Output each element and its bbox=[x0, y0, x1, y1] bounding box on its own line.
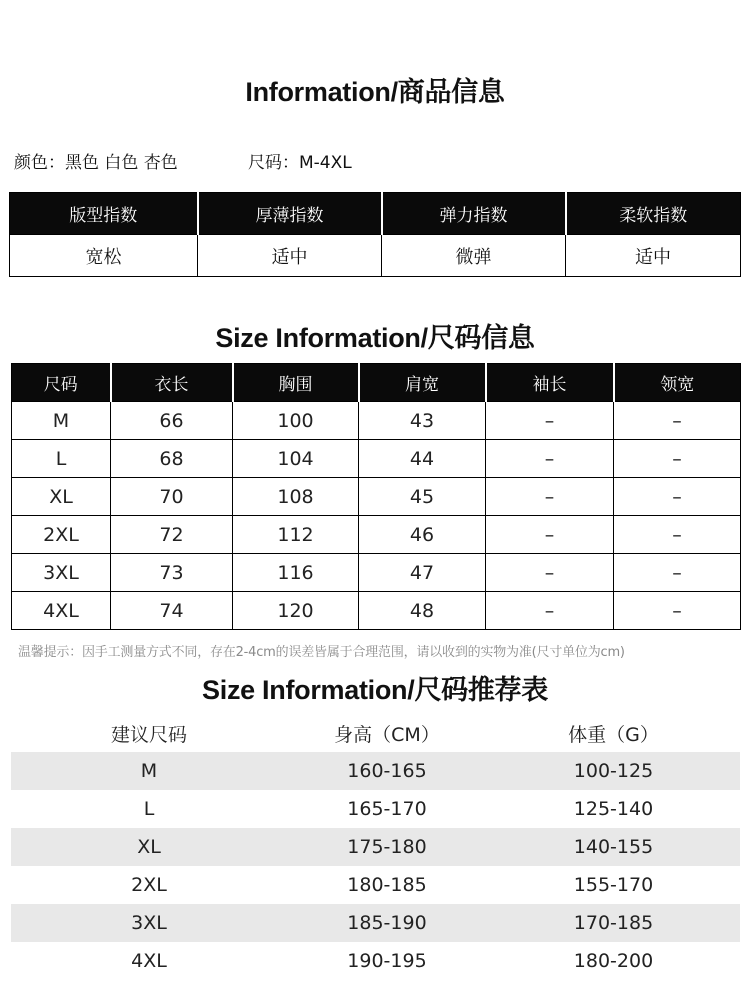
cell-sleeve: – bbox=[486, 592, 614, 630]
cell-length: 68 bbox=[111, 440, 233, 478]
cell-sleeve: – bbox=[486, 478, 614, 516]
cell-sleeve: – bbox=[486, 402, 614, 440]
header-chest: 胸围 bbox=[233, 364, 359, 402]
header-weight: 体重（G） bbox=[487, 714, 740, 752]
table-row bbox=[12, 554, 741, 592]
cell-size: L bbox=[143, 798, 155, 820]
size-recommendation-table bbox=[11, 714, 740, 980]
cell-size: M bbox=[12, 402, 111, 440]
table-row bbox=[10, 235, 741, 277]
cell-length: 72 bbox=[111, 516, 233, 554]
table-row bbox=[12, 478, 741, 516]
cell-chest: 112 bbox=[233, 516, 359, 554]
header-shoulder: 肩宽 bbox=[359, 364, 486, 402]
cell-height: 165-170 bbox=[347, 798, 427, 820]
header-length: 衣长 bbox=[111, 364, 233, 402]
cell-length: 74 bbox=[111, 592, 233, 630]
cell-weight: 155-170 bbox=[573, 874, 654, 896]
cell-shoulder: 43 bbox=[359, 402, 486, 440]
cell-size: XL bbox=[11, 828, 287, 866]
section-title-size-recommendation: Size Information/尺码推荐表 bbox=[202, 675, 548, 705]
value-softness: 适中 bbox=[566, 235, 741, 277]
size-information-table bbox=[11, 363, 741, 630]
size-range-label: 尺码：M-4XL bbox=[248, 153, 352, 173]
cell-sleeve: – bbox=[486, 554, 614, 592]
header-fit-index: 版型指数 bbox=[10, 193, 198, 235]
cell-weight: 100-125 bbox=[487, 752, 740, 790]
cell-weight: 125-140 bbox=[573, 798, 654, 820]
section-title-size-information: Size Information/尺码信息 bbox=[215, 323, 535, 353]
table-row bbox=[11, 790, 740, 828]
table-header-row bbox=[10, 193, 741, 235]
section-title-information: Information/商品信息 bbox=[245, 77, 505, 107]
cell-chest: 116 bbox=[233, 554, 359, 592]
table-row bbox=[12, 402, 741, 440]
cell-collar: – bbox=[614, 554, 741, 592]
cell-size: 2XL bbox=[131, 874, 167, 896]
cell-sleeve: – bbox=[486, 516, 614, 554]
header-height: 身高（CM） bbox=[287, 714, 487, 752]
header-thickness-index: 厚薄指数 bbox=[198, 193, 382, 235]
cell-collar: – bbox=[614, 478, 741, 516]
header-elasticity-index: 弹力指数 bbox=[382, 193, 566, 235]
table-row bbox=[11, 828, 740, 866]
header-softness-index: 柔软指数 bbox=[566, 193, 741, 235]
cell-sleeve: – bbox=[486, 440, 614, 478]
cell-collar: – bbox=[614, 402, 741, 440]
table-row bbox=[11, 752, 740, 790]
value-fit: 宽松 bbox=[10, 235, 198, 277]
cell-height: 160-165 bbox=[287, 752, 487, 790]
table-header-row bbox=[11, 714, 740, 752]
header-sleeve: 袖长 bbox=[486, 364, 614, 402]
cell-length: 66 bbox=[111, 402, 233, 440]
color-options-label: 颜色：黑色 白色 杏色 bbox=[14, 153, 178, 173]
table-row bbox=[12, 592, 741, 630]
cell-length: 73 bbox=[111, 554, 233, 592]
header-size: 尺码 bbox=[12, 364, 111, 402]
cell-height: 180-185 bbox=[347, 874, 427, 896]
cell-shoulder: 44 bbox=[359, 440, 486, 478]
cell-size: XL bbox=[12, 478, 111, 516]
cell-size: 4XL bbox=[12, 592, 111, 630]
table-header-row bbox=[12, 364, 741, 402]
cell-height: 190-195 bbox=[347, 950, 427, 972]
cell-collar: – bbox=[614, 440, 741, 478]
table-row bbox=[11, 942, 740, 980]
cell-collar: – bbox=[614, 592, 741, 630]
cell-weight: 140-155 bbox=[487, 828, 740, 866]
table-row bbox=[11, 866, 740, 904]
measurement-note: 温馨提示：因手工测量方式不同，存在2-4cm的误差皆属于合理范围，请以收到的实物为准(尺寸单位为cm) bbox=[18, 645, 625, 660]
cell-size: 2XL bbox=[12, 516, 111, 554]
cell-shoulder: 48 bbox=[359, 592, 486, 630]
header-recommended-size: 建议尺码 bbox=[11, 714, 287, 752]
value-elasticity: 微弹 bbox=[382, 235, 566, 277]
cell-chest: 108 bbox=[233, 478, 359, 516]
table-row bbox=[12, 516, 741, 554]
fabric-index-table bbox=[9, 192, 741, 277]
header-collar: 领宽 bbox=[614, 364, 741, 402]
cell-size: 3XL bbox=[12, 554, 111, 592]
cell-weight: 180-200 bbox=[573, 950, 654, 972]
table-row bbox=[12, 440, 741, 478]
cell-size: 4XL bbox=[131, 950, 167, 972]
cell-shoulder: 45 bbox=[359, 478, 486, 516]
cell-chest: 120 bbox=[233, 592, 359, 630]
cell-length: 70 bbox=[111, 478, 233, 516]
cell-size: 3XL bbox=[11, 904, 287, 942]
value-thickness: 适中 bbox=[198, 235, 382, 277]
cell-height: 185-190 bbox=[287, 904, 487, 942]
table-row bbox=[11, 904, 740, 942]
cell-collar: – bbox=[614, 516, 741, 554]
cell-shoulder: 46 bbox=[359, 516, 486, 554]
cell-weight: 170-185 bbox=[487, 904, 740, 942]
cell-shoulder: 47 bbox=[359, 554, 486, 592]
cell-chest: 100 bbox=[233, 402, 359, 440]
cell-height: 175-180 bbox=[287, 828, 487, 866]
cell-size: L bbox=[12, 440, 111, 478]
cell-chest: 104 bbox=[233, 440, 359, 478]
cell-size: M bbox=[11, 752, 287, 790]
